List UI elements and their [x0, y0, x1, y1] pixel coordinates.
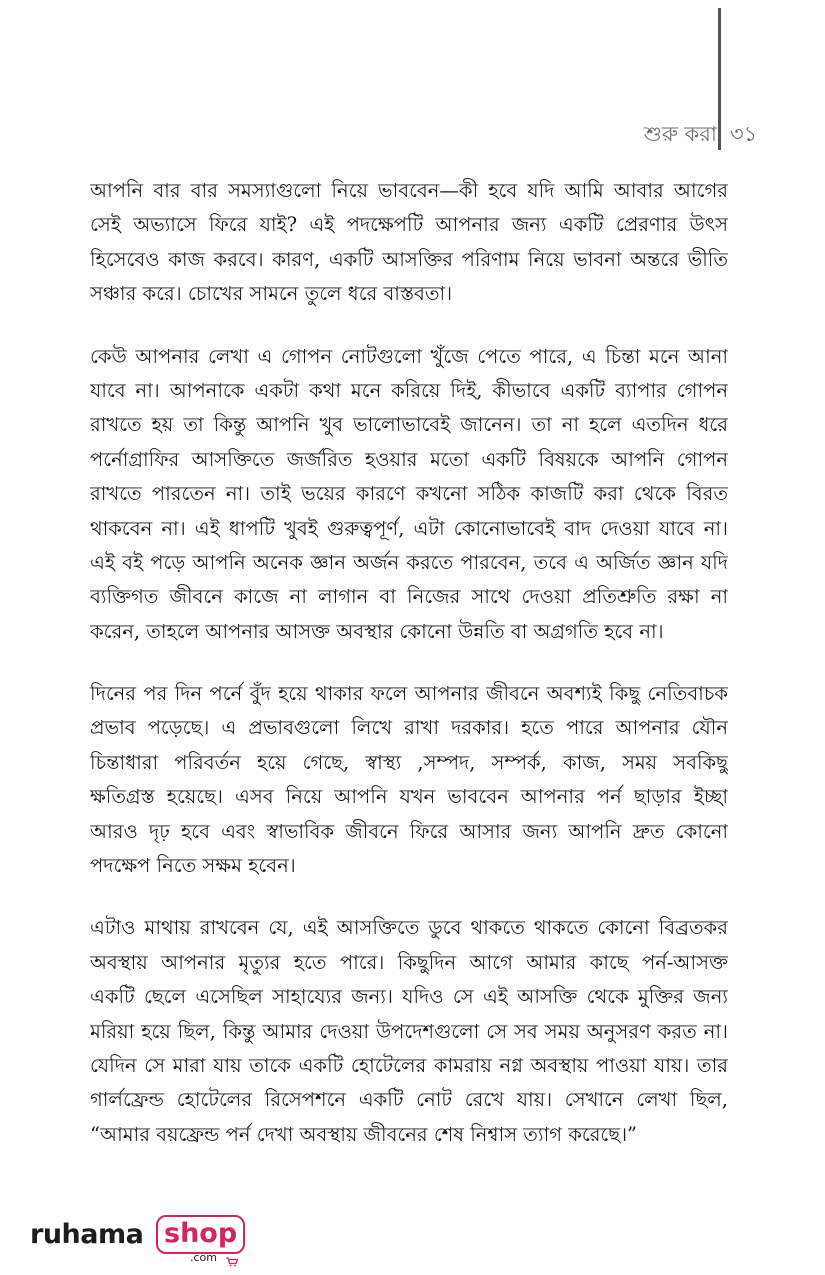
text-line: ক্ষতিগ্রস্ত হয়েছে। এসব নিয়ে আপনি যখন ভাববেন আপনার পর্ন ছাড়ার ইচ্ছা [90, 785, 728, 809]
header-divider-rule [718, 8, 721, 150]
paragraph-2 [90, 340, 728, 650]
text-line: যেদিন সে মারা যায় তাকে একটি হোটেলের কামরায় নগ্ন অবস্থায় পাওয়া যায়। তার [90, 1053, 728, 1077]
page-number: ৩১ [730, 122, 758, 146]
text-line: আরও দৃঢ় হবে এবং স্বাভাবিক জীবনে ফিরে আসার জন্য আপনি দ্রুত কোনো [90, 819, 728, 843]
text-line: পর্নোগ্রাফির আসক্তিতে জর্জরিত হওয়ার মতো একটি বিষয়কে আপনি গোপন [90, 447, 728, 471]
text-line: ব্যক্তিগত জীবনে কাজে না লাগান বা নিজের সাথে দেওয়া প্রতিশ্রুতি রক্ষা না [90, 585, 728, 609]
text-line: একটি ছেলে এসেছিল সাহায্যের জন্য। যদিও সে এই আসক্তি থেকে মুক্তির জন্য [90, 985, 728, 1009]
paragraph-1 [90, 174, 728, 312]
running-header-title: শুরু করা [643, 122, 717, 146]
text-line: “আমার বয়ফ্রেন্ড পর্ন দেখা অবস্থায় জীবনের শেষ নিশ্বাস ত্যাগ করেছে।” [90, 1122, 638, 1146]
text-line: কেউ আপনার লেখা এ গোপন নোটগুলো খুঁজে পেতে পারে, এ চিন্তা মনে আনা [90, 344, 728, 368]
text-line: করেন, তাহলে আপনার আসক্ত অবস্থার কোনো উন্নতি বা অগ্রগতি হবে না। [90, 619, 664, 643]
text-line: চিন্তাধারা পরিবর্তন হয়ে গেছে, স্বাস্থ্য ,সম্পদ, সম্পর্ক, কাজ, সময় সবকিছু [90, 750, 728, 774]
text-line: গার্লফ্রেন্ড হোটেলের রিসেপশনে একটি নোট রেখে যায়। সেখানে লেখা ছিল, [90, 1088, 728, 1112]
text-line: সঞ্চার করে। চোখের সামনে তুলে ধরে বাস্তবতা। [90, 282, 453, 306]
text-line: অবস্থায় আপনার মৃত্যুর হতে পারে। কিছুদিন আগে আমার কাছে পর্ন-আসক্ত [90, 950, 728, 974]
text-line: মরিয়া হয়ে ছিল, কিন্তু আমার দেওয়া উপদেশগুলো সে সব সময় অনুসরণ করত না। [90, 1019, 728, 1043]
logo-shop-text: shop [156, 1215, 245, 1254]
ruhamashop-logo [30, 1215, 238, 1264]
logo-domain-text: .com [190, 1251, 217, 1264]
text-line: দিনের পর দিন পর্নে বুঁদ হয়ে থাকার ফলে আপনার জীবনে অবশ্যই কিছু নেতিবাচক [90, 682, 728, 706]
text-line: পদক্ষেপ নিতে সক্ষম হবেন। [90, 854, 296, 878]
text-line: আপনি বার বার সমস্যাগুলো নিয়ে ভাববেন—কী হবে যদি আমি আবার আগের [90, 179, 728, 202]
text-line: রাখতে পারতেন না। তাই ভয়ের কারণে কখনো সঠিক কাজটি করা থেকে বিরত [90, 482, 728, 506]
text-line: সেই অভ্যাসে ফিরে যাই? এই পদক্ষেপটি আপনার জন্য একটি প্রেরণার উৎস [90, 213, 728, 237]
text-line: এটাও মাথায় রাখবেন যে, এই আসক্তিতে ডুবে থাকতে থাকতে কোনো বিব্রতকর [90, 916, 728, 940]
logo-ruhama-text: ruhama [30, 1219, 144, 1250]
paragraph-3 [90, 677, 728, 883]
text-line: যাবে না। আপনাকে একটা কথা মনে করিয়ে দিই, কীভাবে একটি ব্যাপার গোপন [90, 378, 728, 402]
cart-icon [226, 1252, 238, 1262]
text-line: থাকবেন না। এই ধাপটি খুবই গুরুত্বপূর্ণ, এটা কোনোভাবেই বাদ দেওয়া যাবে না। [90, 516, 728, 540]
text-line: হিসেবেও কাজ করবে। কারণ, একটি আসক্তির পরিণাম নিয়ে ভাবনা অন্তরে ভীতি [90, 247, 728, 271]
text-line: প্রভাব পড়েছে। এ প্রভাবগুলো লিখে রাখা দরকার। হতে পারে আপনার যৌন [90, 716, 728, 740]
paragraph-4 [90, 911, 728, 1152]
text-line: রাখতে হয় তা কিন্তু আপনি খুব ভালোভাবেই জানেন। তা না হলে এতদিন ধরে [90, 413, 728, 437]
body-text [90, 174, 728, 1180]
text-line: এই বই পড়ে আপনি অনেক জ্ঞান অর্জন করতে পারবেন, তবে এ অর্জিত জ্ঞান যদি [90, 550, 728, 574]
